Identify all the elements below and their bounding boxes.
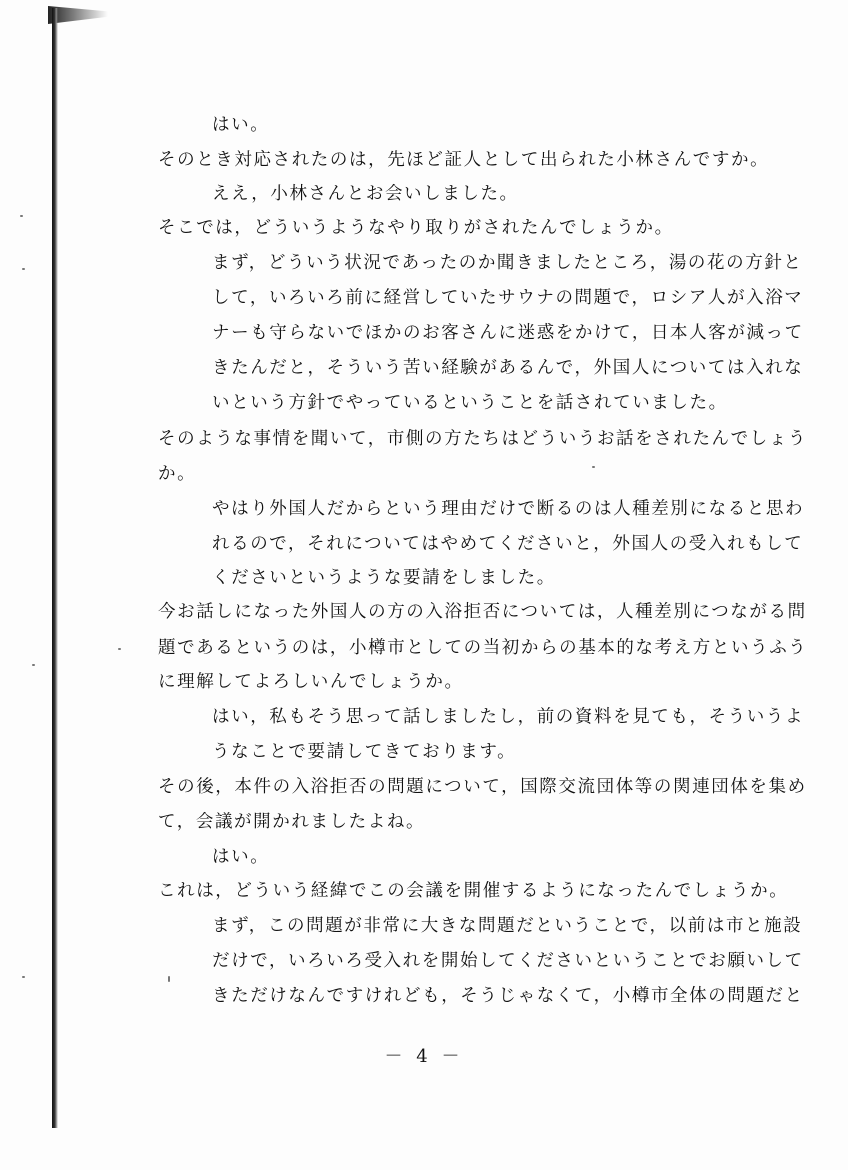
answer-line: ええ，小林さんとお会いしました。: [212, 184, 519, 204]
answer-line: やはり外国人だからという理由だけで断るのは人種差別になると思わ: [212, 499, 805, 519]
answer-line: はい。: [212, 847, 270, 867]
scan-speck: [32, 664, 35, 666]
answer-line: いという方針でやっているということを話されていました。: [212, 393, 728, 413]
question-line: そのような事情を聞いて，市側の方たちはどういうお話をされたんでしょう: [158, 429, 808, 449]
answer-line: きたんだと，そういう苦い経験があるんで，外国人については入れな: [212, 358, 804, 378]
scan-speck: [22, 976, 25, 978]
question-line: て，会議が開かれましたよね。: [158, 812, 426, 832]
answer-line: きただけなんですけれども，そうじゃなくて，小樽市全体の問題だと: [212, 986, 804, 1006]
scan-speck: [20, 215, 23, 217]
answer-line: まず，この問題が非常に大きな問題だということで，以前は市と施設: [212, 916, 803, 936]
question-line: そのとき対応されたのは，先ほど証人として出られた小林さんですか。: [158, 150, 770, 170]
scan-speck: [118, 648, 121, 650]
question-line: に理解してよろしいんでしょうか。: [158, 672, 464, 692]
scan-speck: [22, 268, 25, 270]
scan-binding-edge: [52, 8, 58, 1128]
page-number: － 4 －: [384, 1046, 464, 1067]
question-line: 題であるというのは，小樽市としての当初からの基本的な考え方というふう: [158, 638, 808, 658]
question-line: その後，本件の入浴拒否の問題について，国際交流団体等の関連団体を集め: [158, 777, 807, 797]
answer-line: ナーも守らないでほかのお客さんに迷惑をかけて，日本人客が減って: [212, 323, 804, 343]
question-line: これは，どういう経緯でこの会議を開催するようになったんでしょうか。: [158, 881, 789, 901]
answer-line: して，いろいろ前に経営していたサウナの問題で，ロシア人が入浴マ: [212, 288, 804, 308]
answer-line: だけで，いろいろ受入れを開始してくださいということでお願いして: [212, 951, 804, 971]
scan-speck: [168, 976, 170, 982]
question-line: か。: [158, 464, 197, 484]
question-line: そこでは，どういうようなやり取りがされたんでしょうか。: [158, 218, 674, 238]
answer-line: はい。: [212, 115, 270, 135]
scan-speck: [592, 466, 595, 468]
answer-line: れるので，それについてはやめてくださいと，外国人の受入れもして: [212, 534, 804, 554]
answer-line: うなことで要請してきております。: [212, 742, 517, 762]
question-line: 今お話しになった外国人の方の入浴拒否については，人種差別につながる問: [158, 602, 807, 622]
answer-line: はい，私もそう思って話しましたし，前の資料を見ても，そういうよ: [212, 707, 805, 727]
answer-line: まず，どういう状況であったのか聞きましたところ，湯の花の方針と: [212, 253, 803, 273]
answer-line: くださいというような要請をしました。: [212, 568, 556, 588]
